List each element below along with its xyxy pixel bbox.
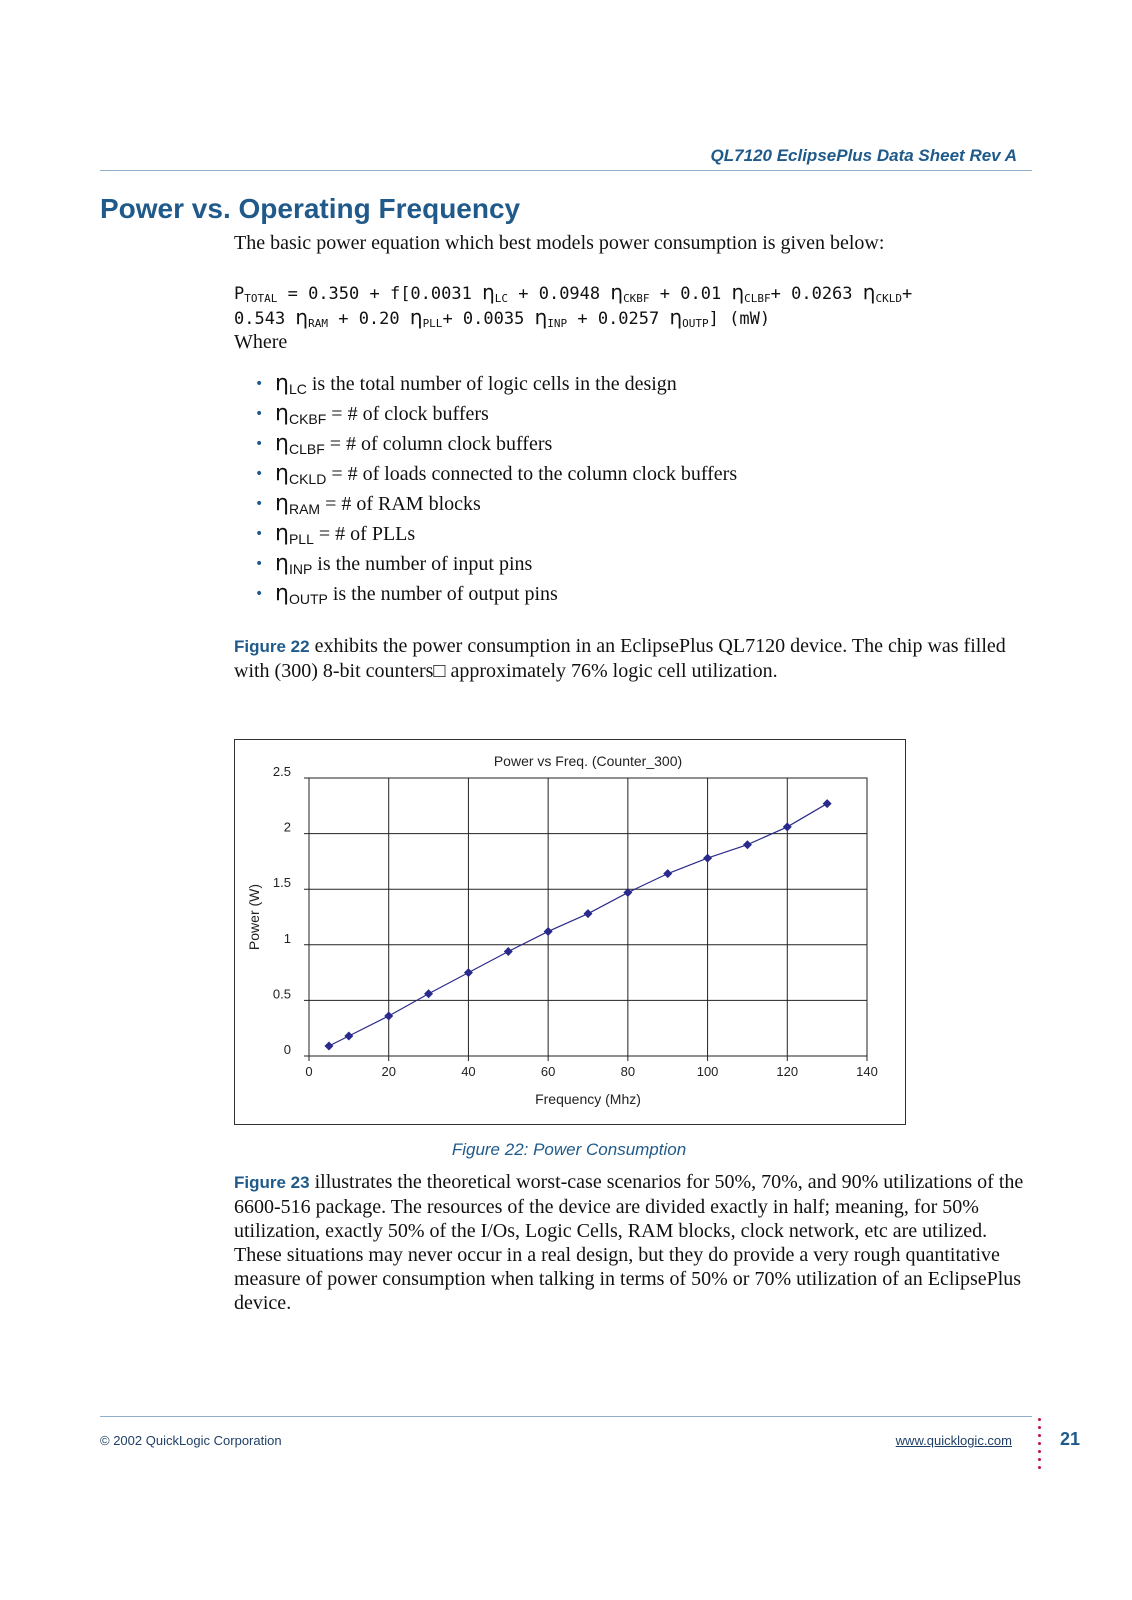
figure-23-text: illustrates the theoretical worst-case scenarios for 50%, 70%, and 90% utilizations of the 6600-516 package. The resources of the device are divided exactly in half; meaning, for 50% utilization, exactly 50% of the I/Os, Logic Cells, RAM blocks, clock network, etc are utilized. These situations may never occur in a real design, but they do provide a very rough quantitative measure of power consumption when talking in terms of 50% or 70% utilization of an EclipsePlus device. (234, 1171, 1024, 1314)
equation-text: + (901, 284, 913, 304)
term-list (255, 370, 737, 610)
eta-symbol: η (275, 491, 289, 516)
x-tick-label: 60 (540, 1064, 556, 1079)
figure-23-link[interactable]: Figure 23 (234, 1173, 310, 1192)
footer-rule (100, 1416, 1032, 1417)
term-subscript: CKLD (288, 471, 327, 487)
x-tick-label: 40 (461, 1064, 476, 1079)
y-axis-label: Power (W) (246, 883, 262, 951)
term-description: = # of RAM blocks (320, 493, 481, 515)
figure-22-link[interactable]: Figure 22 (234, 637, 310, 656)
term-item-clbf (255, 430, 737, 460)
equation-text: P (234, 284, 245, 304)
figure-22-paragraph (234, 634, 1034, 683)
term-description: = # of loads connected to the column clock buffers (326, 463, 738, 485)
eta-symbol: η (275, 431, 289, 456)
x-axis-label: Frequency (Mhz) (535, 1091, 641, 1107)
copyright: © 2002 QuickLogic Corporation (100, 1433, 282, 1448)
equation-text: = 0.350 + f[0.0031 (277, 284, 483, 304)
term-description: = # of column clock buffers (324, 433, 553, 455)
bullet-icon: • (255, 586, 264, 602)
bullet-icon: • (255, 376, 264, 392)
eta-symbol: η (275, 551, 289, 576)
equation-subscript: CLBF (744, 292, 771, 305)
bullet-icon: • (255, 526, 264, 542)
figure-22-text: exhibits the power consumption in an EclipsePlus QL7120 device. The chip was filled with (300) 8-bit counters□ approximately 76% logic cell utilization. (234, 635, 1006, 682)
term-description: = # of clock buffers (326, 403, 489, 425)
y-tick-label: 0 (283, 1042, 291, 1057)
term-subscript: OUTP (288, 591, 328, 607)
x-tick-label: 100 (696, 1064, 719, 1079)
term-description: = # of PLLs (313, 523, 416, 545)
term-item-pll (255, 520, 737, 550)
equation-text: + 0.0948 (508, 284, 611, 304)
y-tick-label: 1 (283, 930, 291, 946)
term-subscript: INP (288, 561, 313, 577)
bullet-icon: • (255, 466, 264, 482)
power-frequency-chart (234, 739, 906, 1125)
where-label: Where (234, 331, 288, 353)
bullet-icon: • (255, 556, 264, 572)
equation-text: + 0.0035 (442, 309, 535, 329)
document-title: QL7120 EclipsePlus Data Sheet Rev A (710, 146, 1017, 165)
term-item-ckld (255, 460, 737, 490)
eta-symbol: η (862, 280, 876, 304)
chart-svg (235, 740, 905, 1124)
chart-title: Power vs Freq. (Counter_300) (493, 753, 683, 769)
x-tick-label: 80 (620, 1064, 636, 1079)
eta-symbol: η (295, 305, 309, 329)
equation-text: 0.543 (234, 309, 296, 329)
x-tick-label: 20 (381, 1064, 396, 1079)
header-rule (100, 170, 1032, 171)
eta-symbol: η (275, 461, 289, 486)
bullet-icon: • (255, 406, 264, 422)
eta-symbol: η (610, 280, 624, 304)
eta-symbol: η (409, 305, 423, 329)
term-subscript: CLBF (288, 441, 325, 457)
x-tick-label: 140 (856, 1064, 878, 1079)
figure-23-paragraph (234, 1170, 1034, 1315)
eta-symbol: η (534, 305, 548, 329)
term-item-lc (255, 370, 737, 400)
bullet-icon: • (255, 496, 264, 512)
eta-symbol: η (669, 305, 683, 329)
term-item-ckbf (255, 400, 737, 430)
term-description: is the number of output pins (327, 583, 558, 605)
equation-subscript: CKBF (623, 292, 650, 305)
footer-dots-decoration (1038, 1418, 1042, 1474)
equation-text: + 0.20 (327, 309, 410, 329)
eta-symbol: η (482, 280, 495, 304)
term-subscript: CKBF (288, 411, 327, 427)
term-description: is the total number of logic cells in the design (306, 373, 677, 395)
equation-subscript: TOTAL (244, 292, 278, 305)
term-subscript: PLL (288, 531, 314, 547)
eta-symbol: η (275, 581, 289, 606)
term-subscript: LC (288, 381, 307, 397)
term-item-ram (255, 490, 737, 520)
term-subscript: RAM (288, 501, 321, 517)
eta-symbol: η (275, 521, 289, 546)
power-equation (234, 281, 912, 331)
equation-text: + 0.01 (649, 284, 732, 304)
equation-line-1 (234, 281, 912, 306)
x-tick-label: 0 (305, 1064, 313, 1079)
equation-subscript: OUTP (682, 317, 709, 330)
eta-symbol: η (275, 401, 289, 426)
website-link[interactable]: www.quicklogic.com (895, 1433, 1012, 1448)
equation-subscript: LC (494, 292, 509, 305)
y-tick-label: 2 (283, 819, 291, 835)
equation-subscript: INP (547, 317, 568, 330)
intro-paragraph: The basic power equation which best models power consumption is given below: (234, 232, 885, 254)
y-tick-label: 2.5 (272, 764, 291, 779)
term-item-outp (255, 580, 737, 610)
eta-symbol: η (731, 280, 745, 304)
section-title: Power vs. Operating Frequency (100, 193, 521, 224)
figure-caption: Figure 22: Power Consumption (451, 1140, 687, 1159)
equation-text: + 0.0263 (770, 284, 863, 304)
equation-subscript: RAM (308, 317, 328, 330)
equation-line-2 (234, 306, 912, 331)
equation-subscript: PLL (422, 317, 443, 330)
eta-symbol: η (275, 371, 289, 396)
x-tick-label: 120 (776, 1064, 799, 1079)
equation-subscript: CKLD (875, 292, 902, 305)
term-description: is the number of input pins (312, 553, 533, 575)
equation-text: ] (mW) (708, 309, 771, 329)
y-tick-label: 0.5 (272, 986, 291, 1002)
page-number: 21 (1060, 1429, 1081, 1449)
bullet-icon: • (255, 436, 264, 452)
equation-text: + 0.0257 (567, 309, 670, 329)
term-item-inp (255, 550, 737, 580)
y-tick-label: 1.5 (272, 875, 291, 891)
